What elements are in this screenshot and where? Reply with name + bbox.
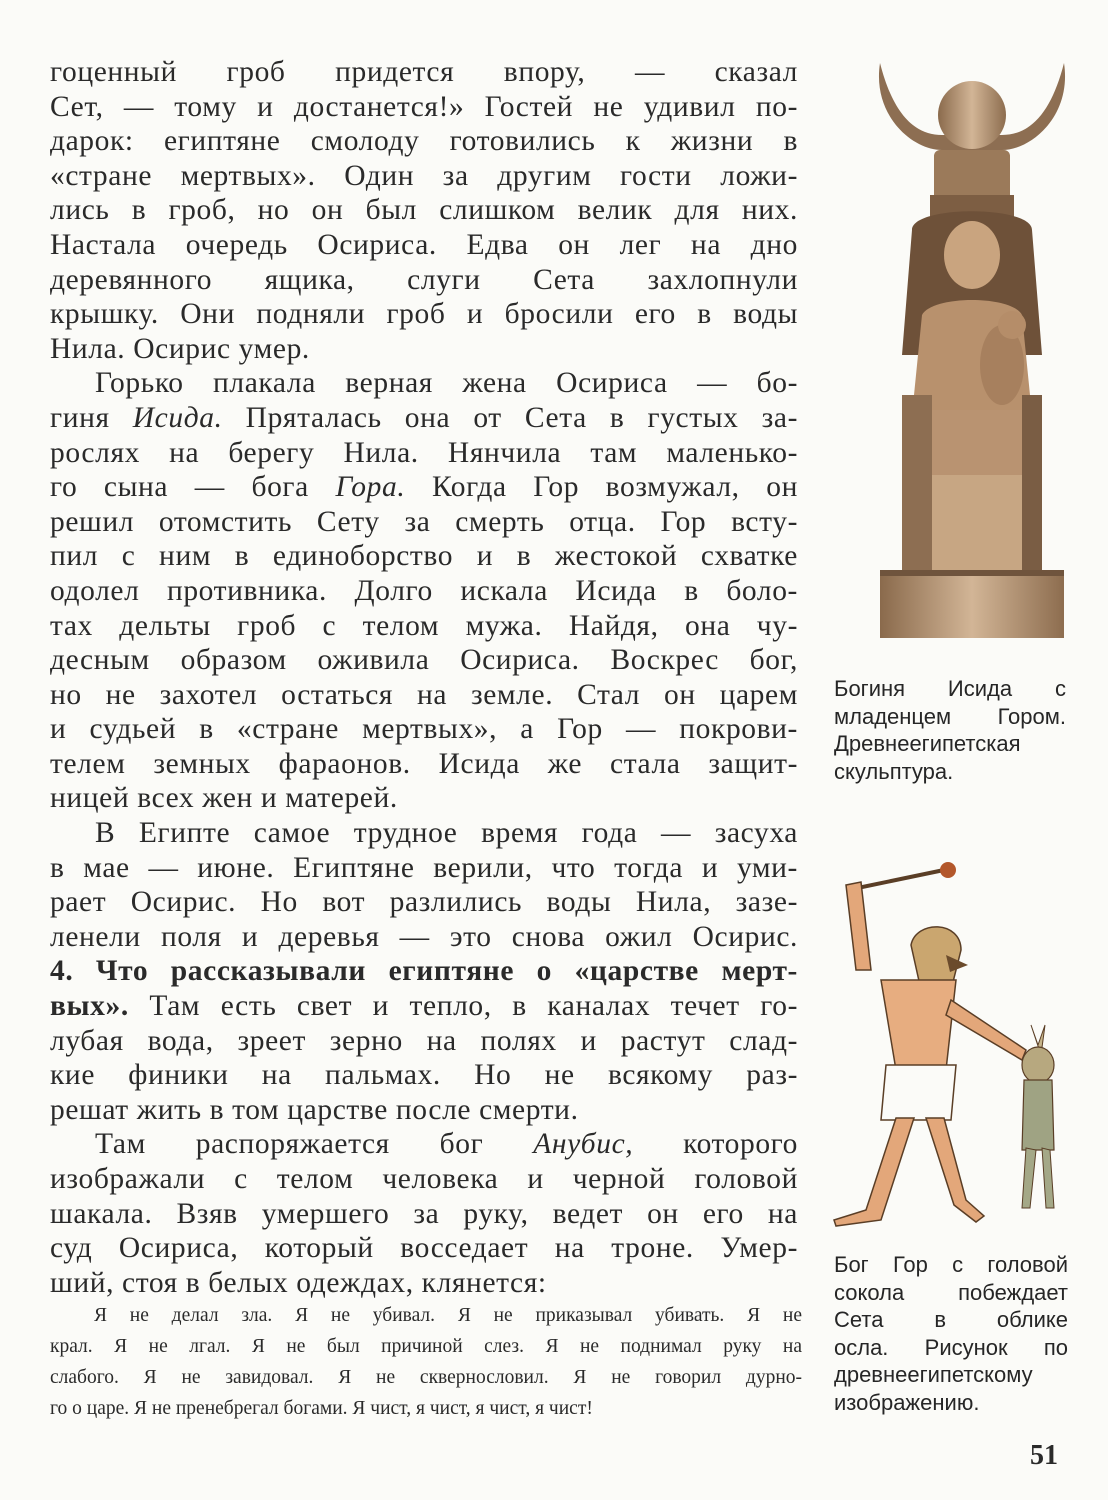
text-line: рает Осирис. Но вот разлились воды Нила, зазе- xyxy=(50,886,798,919)
text-line xyxy=(50,989,798,1024)
text-line: лись в гроб, но он был слишком велик для них. xyxy=(50,194,798,227)
text-line: изображали с телом человека и черной головой xyxy=(50,1163,798,1195)
caption-line: Богиня Исида с xyxy=(834,676,1066,701)
section-heading-end: вых». xyxy=(50,990,129,1023)
caption-line: Бог Гор с головой xyxy=(834,1252,1068,1277)
text-line: ший, стоя в белых одеждах, клянется: xyxy=(50,1266,547,1299)
text-line xyxy=(50,1127,798,1162)
text-line: решил отомстить Сету за смерть отца. Гор всту- xyxy=(50,505,798,538)
text-line: в мае — июне. Египтяне верили, что тогда и уми- xyxy=(50,851,798,884)
name-isis: Исида. xyxy=(132,401,223,434)
oath-quote xyxy=(50,1300,802,1424)
text-line: одолел противника. Долго искала Исида в боло- xyxy=(50,574,798,607)
horus-set-illustration xyxy=(826,860,1076,1230)
text-line: ницей всех жен и матерей. xyxy=(50,782,398,815)
text-line: но не захотел остаться на земле. Стал он царем xyxy=(50,678,798,711)
text-line: гоценный гроб придется впору, — сказал xyxy=(50,56,798,88)
caption-line: Сета в облике xyxy=(834,1307,1068,1332)
oath-line: слабого. Я не завидовал. Я не сквернословил. Я не говорил дурно- xyxy=(50,1367,802,1388)
text-fragment: Пряталась она от Сета в густых за- xyxy=(222,401,798,434)
text-line: рослях на берегу Нила. Нянчила там маленько- xyxy=(50,436,798,469)
page-number: 51 xyxy=(1030,1440,1058,1471)
text-line: крышку. Они подняли гроб и бросили его в воды xyxy=(50,298,798,331)
text-line: Настала очередь Осириса. Едва он лег на дно xyxy=(50,228,798,261)
text-line: решат жить в том царстве после смерти. xyxy=(50,1093,579,1126)
text-line: десным образом оживила Осириса. Воскрес бог, xyxy=(50,644,798,677)
text-line: телем земных фараонов. Исида же стала защит- xyxy=(50,747,798,780)
text-line: и судьей в «стране мертвых», а Гор — покрови- xyxy=(50,713,798,746)
text-fragment: гиня xyxy=(50,401,133,434)
caption-line: древнеегипетскому xyxy=(834,1362,1033,1387)
horus-caption xyxy=(834,1251,1068,1416)
text-line: пил с ним в единоборство и в жестокой схватке xyxy=(50,540,798,573)
text-line xyxy=(50,470,798,505)
caption-line: изображению. xyxy=(834,1389,980,1415)
text-line: ленели поля и деревья — это снова ожил Осирис. xyxy=(50,920,798,953)
text-fragment: которого xyxy=(633,1128,798,1161)
text-line: тах дельты гроб с телом мужа. Найдя, она чу- xyxy=(50,609,798,642)
text-line: Горько плакала верная жена Осириса — бо- xyxy=(95,367,798,400)
name-anubis: Анубис, xyxy=(533,1128,634,1161)
text-fragment: Когда Гор возмужал, он xyxy=(405,471,798,504)
text-line: шакала. Взяв умершего за руку, ведет он его на xyxy=(50,1197,798,1230)
oath-line: Я не делал зла. Я не убивал. Я не приказывал убивать. Я не xyxy=(94,1305,802,1326)
section-heading: 4. Что рассказывали египтяне о «царстве мерт- xyxy=(50,955,798,988)
text-line: В Египте самое трудное время года — засуха xyxy=(95,817,798,850)
text-line: деревянного ящика, слуги Сета захлопнули xyxy=(50,263,798,296)
text-line xyxy=(50,401,798,436)
text-line: суд Осириса, который восседает на троне. Умер- xyxy=(50,1232,798,1265)
text-line: «стране мертвых». Один за другим гости ложи- xyxy=(50,159,798,192)
text-fragment: Там есть свет и тепло, в каналах течет го- xyxy=(128,990,798,1023)
isis-caption xyxy=(834,675,1066,785)
text-fragment: Там распоряжается бог xyxy=(95,1128,534,1161)
oath-line: го о царе. Я не пренебрегал богами. Я чист, я чист, я чист, я чист! xyxy=(50,1398,593,1419)
isis-statue-illustration xyxy=(872,55,1072,640)
caption-line: скульптура. xyxy=(834,758,954,784)
text-line: лубая вода, зреет зерно на полях и растут слад- xyxy=(50,1024,798,1057)
main-text xyxy=(50,55,798,1300)
caption-line: младенцем Гором. xyxy=(834,703,1066,729)
text-fragment: го сына — бога xyxy=(50,471,336,504)
text-line: Сет, — тому и достанется!» Гостей не удивил по- xyxy=(50,90,798,123)
text-line: кие финики на пальмах. Но не всякому раз- xyxy=(50,1059,798,1092)
oath-line: крал. Я не лгал. Я не был причиной слез. Я не поднимал руку на xyxy=(50,1336,802,1357)
caption-line: осла. Рисунок по xyxy=(834,1334,1068,1360)
text-line: дарок: египтяне смолоду готовились к жизни в xyxy=(50,125,798,158)
name-horus: Гора. xyxy=(335,471,406,504)
caption-line: Древнеегипетская xyxy=(834,731,1021,756)
caption-line: сокола побеждает xyxy=(834,1279,1068,1305)
text-line: Нила. Осирис умер. xyxy=(50,332,310,365)
